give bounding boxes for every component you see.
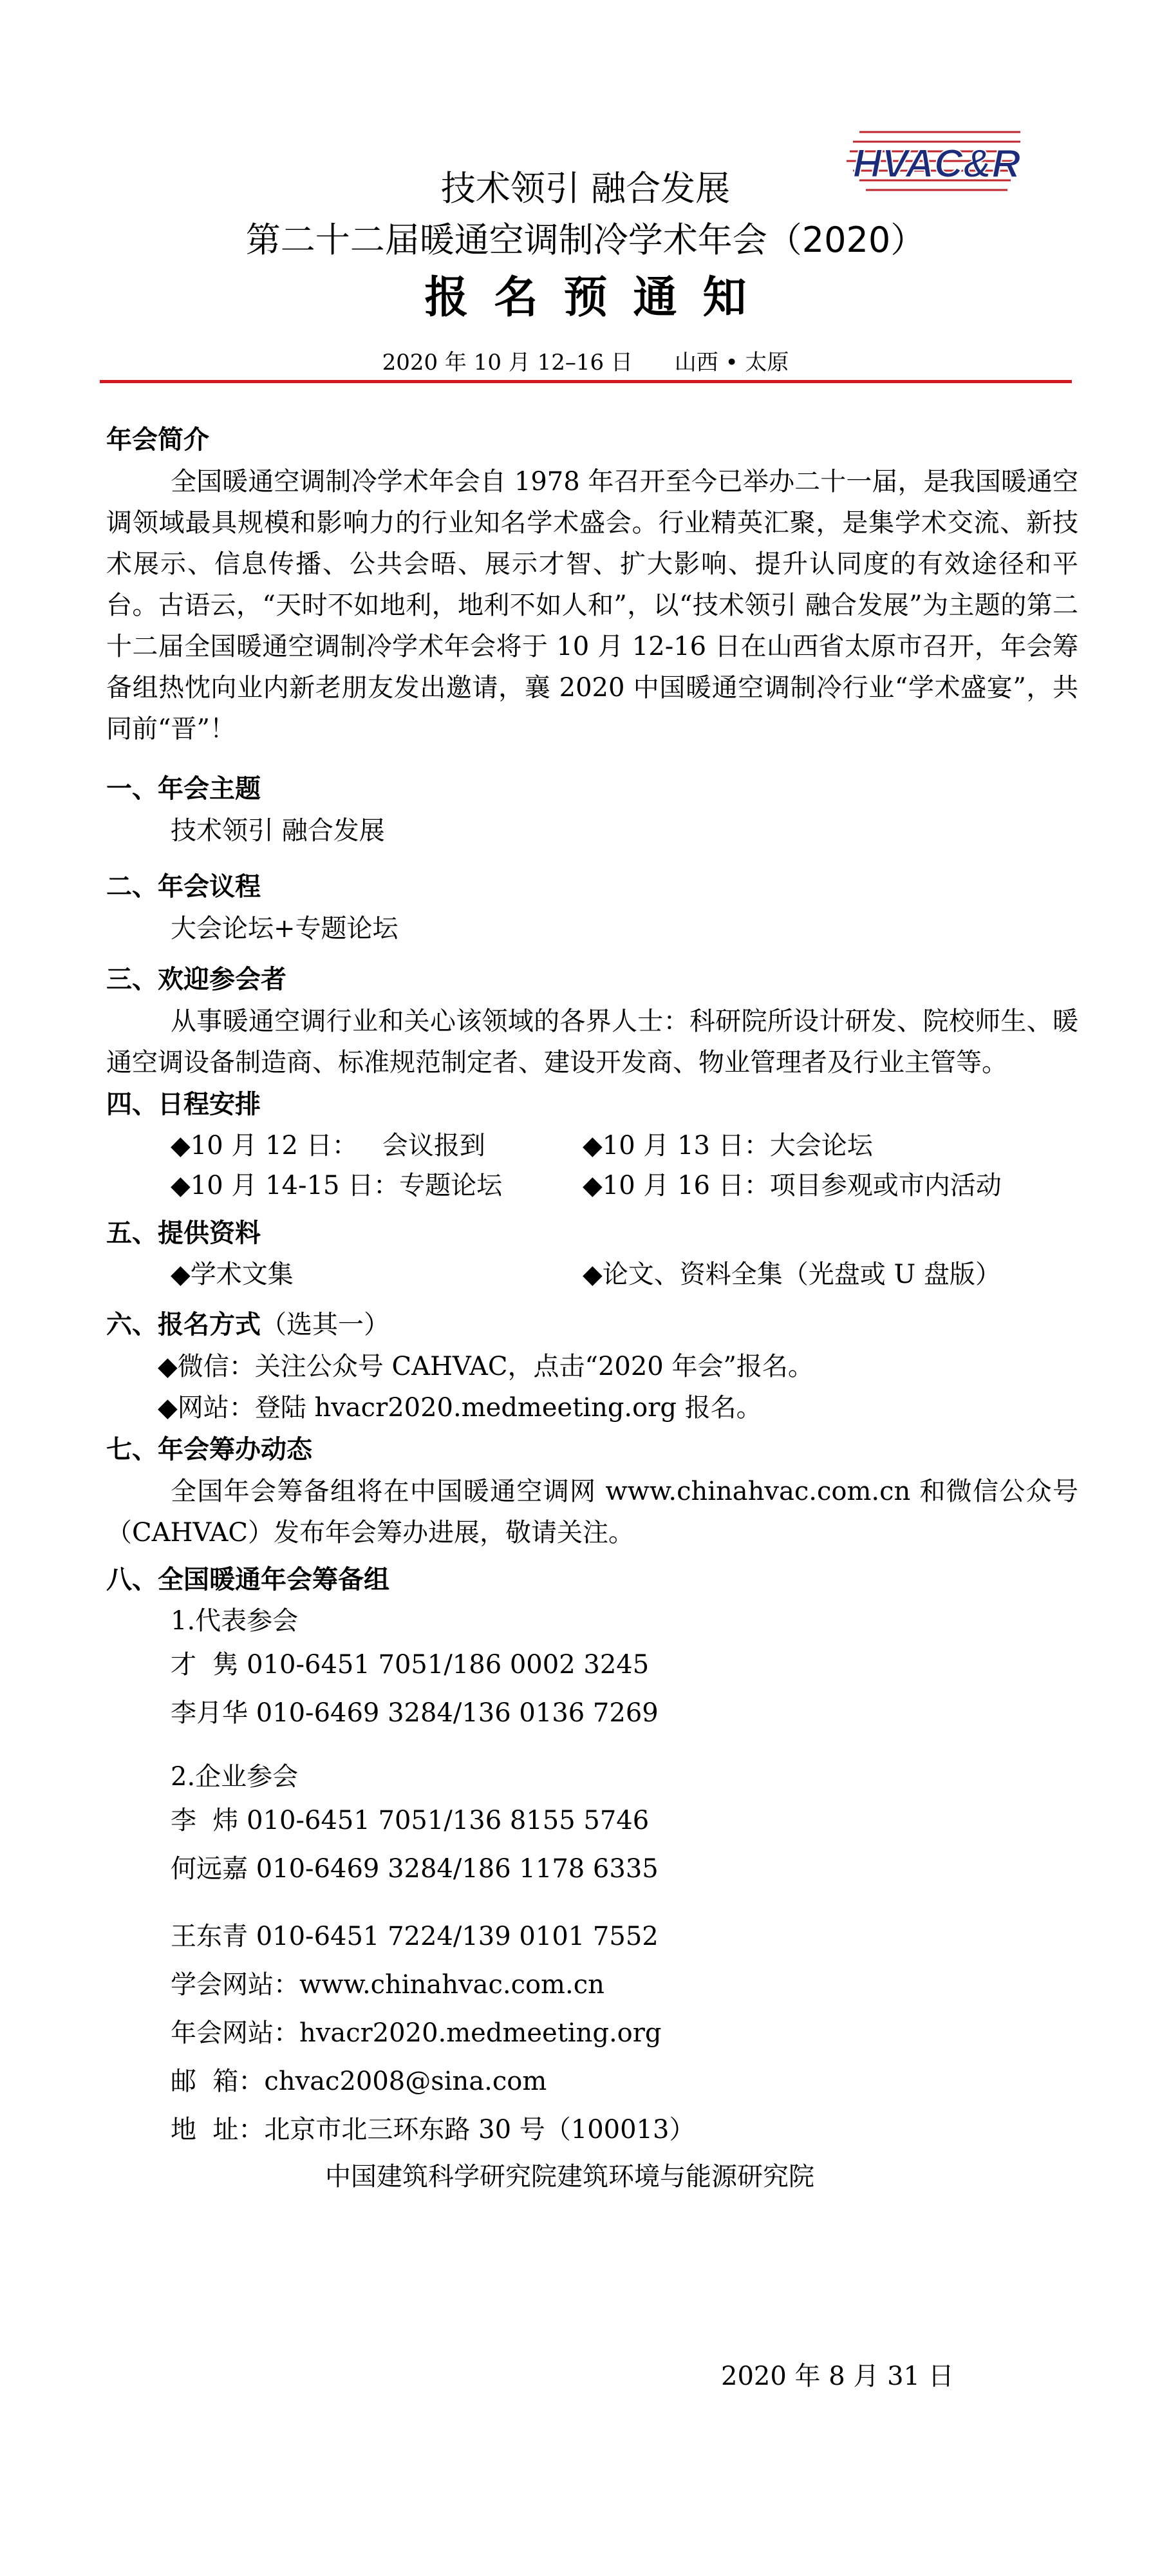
materials-list — [106, 1255, 1078, 1294]
schedule-item: ◆10 月 14-15 日：专题论坛 — [171, 1171, 503, 1200]
contact-line: 李月华 010-6469 3284/136 0136 7269 — [171, 1698, 659, 1728]
section-agenda-heading: 二、年会议程 — [106, 872, 261, 902]
header-divider — [100, 380, 1072, 383]
header-title-line3: 报名预通知 — [424, 272, 773, 323]
schedule-item: ◆10 月 13 日：大会论坛 — [583, 1131, 873, 1160]
event-dateline: 2020 年 10 月 12–16 日 山西 • 太原 — [382, 350, 789, 375]
contact-line: 王东青 010-6451 7224/139 0101 7552 — [171, 1922, 659, 1951]
institution-name: 中国建筑科学研究院建筑环境与能源研究院 — [325, 2162, 814, 2192]
section-theme-body: 技术领引 融合发展 — [171, 816, 385, 846]
registration-heading-text: 六、报名方式 — [106, 1310, 261, 1340]
section-materials-heading: 五、提供资料 — [106, 1218, 261, 1248]
notice-body — [106, 419, 1078, 2199]
registration-wechat: ◆微信：关注公众号 CAHVAC，点击“2020 年会”报名。 — [158, 1352, 814, 1381]
svg-text:HVAC&R: HVAC&R — [852, 142, 1021, 186]
registration-heading-note: （选其一） — [261, 1310, 389, 1340]
materials-item: ◆论文、资料全集（光盘或 U 盘版） — [583, 1260, 1001, 1289]
contact-line: 才 隽 010-6451 7051/186 0002 3245 — [171, 1650, 650, 1680]
section-updates-body: 全国年会筹备组将在中国暖通空调网 www.chinahvac.com.cn 和微信公众号（CAHVAC）发布年会筹办进展，敬请关注。 — [106, 1477, 1078, 1548]
contact-line: 何远嘉 010-6469 3284/186 1178 6335 — [171, 1854, 659, 1884]
contact-line: 李 炜 010-6451 7051/136 8155 5746 — [171, 1806, 650, 1835]
materials-item: ◆学术文集 — [171, 1260, 294, 1289]
registration-website: ◆网站：登陆 hvacr2020.medmeeting.org 报名。 — [158, 1393, 762, 1423]
contact-email: 邮 箱：chvac2008@sina.com — [171, 2067, 547, 2096]
header-title-line2: 第二十二届暖通空调制冷学术年会（2020） — [245, 220, 926, 260]
schedule-item: ◆10 月 16 日：项目参观或市内活动 — [583, 1171, 1002, 1200]
section-agenda-body: 大会论坛+专题论坛 — [171, 914, 398, 943]
section-theme-heading: 一、年会主题 — [106, 774, 261, 804]
section-updates-heading: 七、年会筹办动态 — [106, 1435, 312, 1464]
section-registration-heading — [106, 1303, 1078, 1346]
intro-paragraph: 全国暖通空调制冷学术年会自 1978 年召开至今已举办二十一届，是我国暖通空调领域最具规模和影响力的行业知名学术盛会。行业精英汇聚，是集学术交流、新技术展示、信息传播、公共会晤、展示才智、扩大影响、提升认同度的有效途径和平台。古语云，“天时不如地利，地利不如人和”，以“技术领引 融合发展”为主题的第二十二届全国暖通空调制冷学术年会将于 10 月 12-16 日在山西省太原市召开，年会筹备组热忱向业内新老朋友发出邀请，襄 2020 中国暖通空调制冷行业“学术盛宴”，共同前“晋”！ — [106, 467, 1078, 744]
notice-date: 2020 年 8 月 31 日 — [721, 2362, 954, 2391]
section-committee-heading: 八、全国暖通年会筹备组 — [106, 1565, 389, 1595]
society-website: 学会网站：www.chinahvac.com.cn — [171, 1970, 604, 2000]
header-title-line1: 技术领引 融合发展 — [440, 168, 731, 209]
intro-heading: 年会简介 — [106, 425, 209, 455]
committee-sub-representatives: 1.代表参会 — [171, 1606, 299, 1636]
schedule-list — [106, 1126, 1078, 1206]
section-schedule-heading: 四、日程安排 — [106, 1090, 261, 1119]
section-attendees-body: 从事暖通空调行业和关心该领域的各界人士：科研院所设计研发、院校师生、暖通空调设备制造商、标准规范制定者、建设开发商、物业管理者及行业主管等。 — [106, 1007, 1078, 1077]
section-attendees-heading: 三、欢迎参会者 — [106, 965, 286, 994]
conference-website: 年会网站：hvacr2020.medmeeting.org — [171, 2018, 662, 2048]
contact-address: 地 址：北京市北三环东路 30 号（100013） — [171, 2115, 695, 2145]
committee-sub-enterprises: 2.企业参会 — [171, 1762, 299, 1792]
schedule-item: ◆10 月 12 日： 会议报到 — [171, 1131, 485, 1160]
